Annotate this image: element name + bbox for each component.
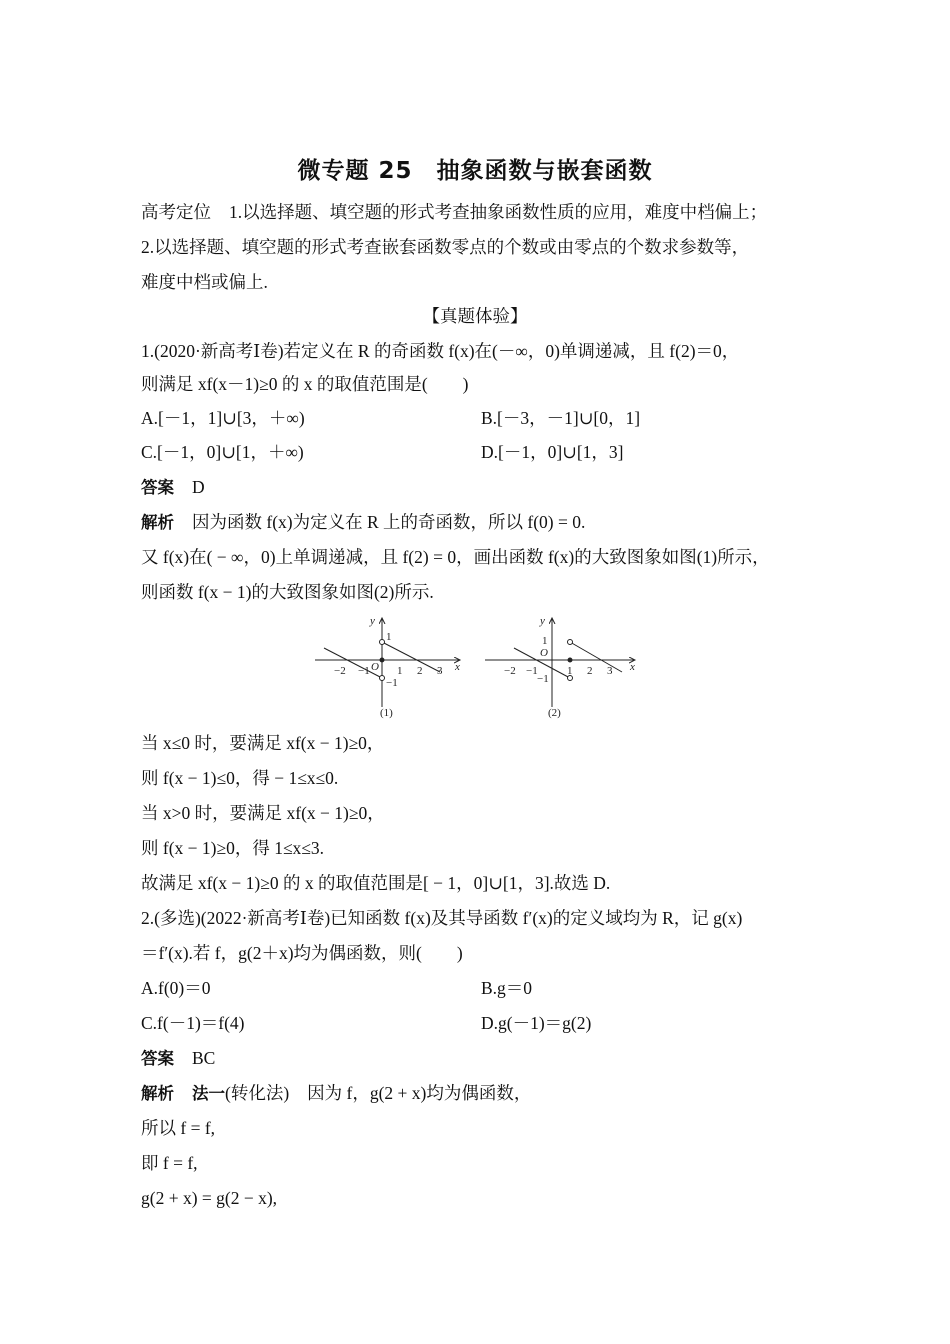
q1-step2: 则 f(x − 1)≤0，得 − 1≤x≤0. — [141, 768, 339, 788]
q2-analysis-text1: 因为 f，g(2 + x)均为偶函数， — [307, 1083, 532, 1103]
graph-1-origin-dot — [380, 658, 384, 662]
q2-analysis-line1 — [141, 1081, 531, 1106]
graph-2-open-point-top — [568, 640, 573, 645]
q2-answer-line — [141, 1046, 215, 1071]
section-heading: 【真题体验】 — [422, 306, 528, 326]
graph-1-curve-right — [382, 642, 440, 672]
graph-2-y-label: y — [540, 615, 545, 627]
positioning-line1 — [141, 200, 767, 224]
q2-option-d: D.g(－1)＝g(2) — [481, 1013, 592, 1033]
graph-1-y-pos: 1 — [386, 631, 392, 643]
graph-2-origin-label: O — [540, 647, 548, 659]
q2-analysis-line2: 所以 f = f, — [141, 1118, 216, 1138]
q1-option-a: A.[－1，1]∪[3，＋∞) — [141, 408, 305, 428]
q1-step3: 当 x>0 时，要满足 xf(x − 1)≥0， — [141, 803, 385, 823]
q1-option-b: B.[－3，－1]∪[0，1] — [481, 408, 641, 428]
q2-analysis-line4: g(2 + x) = g(2 − x), — [141, 1188, 278, 1208]
q2-stem-line1: 2.(多选)(2022·新高考Ⅰ卷)已知函数 f(x)及其导函数 f′(x)的定义域均为 R，记 g(x) — [141, 908, 743, 928]
graph-1-tick-1: 1 — [397, 665, 403, 677]
graph-2-tick-m1: −1 — [526, 665, 538, 677]
q1-step5: 故满足 xf(x − 1)≥0 的 x 的取值范围是[ − 1，0]∪[1，3].故选 D. — [141, 873, 611, 893]
q1-analysis-line3: 则函数 f(x − 1)的大致图象如图(2)所示. — [141, 582, 434, 602]
positioning-text1: 1.以选择题、填空题的形式考查抽象函数性质的应用，难度中档偏上； — [229, 202, 768, 222]
graph-1-tick-m1: −1 — [358, 665, 370, 677]
q2-method: 法一 — [192, 1084, 225, 1103]
q1-option-c: C.[－1，0]∪[1，＋∞) — [141, 442, 304, 462]
q1-analysis-line2: 又 f(x)在( − ∞，0)上单调递减，且 f(2) = 0，画出函数 f(x)的大致图象如图(1)所示， — [141, 547, 770, 567]
graph-2-tick-2: 2 — [587, 665, 593, 677]
q1-answer-label: 答案 — [141, 478, 174, 497]
graph-1-x-label: x — [455, 661, 460, 673]
q2-method-note: (转化法) — [225, 1083, 290, 1103]
positioning-line3: 难度中档或偏上. — [141, 272, 268, 292]
graph-2 — [485, 618, 635, 707]
graph-2-filled-point — [568, 658, 572, 662]
q1-analysis-label: 解析 — [141, 513, 174, 532]
q1-analysis-line1 — [141, 510, 585, 535]
q1-analysis-text1: 因为函数 f(x)为定义在 R 上的奇函数，所以 f(0) = 0. — [192, 512, 586, 532]
positioning-line2: 2.以选择题、填空题的形式考查嵌套函数零点的个数或由零点的个数求参数等， — [141, 237, 750, 257]
q1-step1: 当 x≤0 时，要满足 xf(x − 1)≥0， — [141, 733, 385, 753]
q2-stem-line2: ＝f′(x).若 f，g(2＋x)均为偶函数，则( ) — [141, 943, 463, 963]
positioning-label: 高考定位 — [141, 202, 211, 222]
graph-2-tick-3: 3 — [607, 665, 613, 677]
graph-2-curve-right — [570, 642, 622, 672]
function-graphs-figure — [300, 612, 650, 722]
graph-1-origin-label: O — [371, 661, 379, 673]
page-title: 微专题 25 抽象函数与嵌套函数 — [297, 158, 653, 184]
q2-analysis-label: 解析 — [141, 1084, 174, 1103]
q2-option-c: C.f(－1)＝f(4) — [141, 1013, 245, 1033]
graph-1-open-point-top — [380, 640, 385, 645]
graph-1-caption: (1) — [380, 707, 393, 719]
q1-stem-line1: 1.(2020·新高考Ⅰ卷)若定义在 R 的奇函数 f(x)在(－∞，0)单调递减，且 f(2)＝0， — [141, 341, 740, 361]
q1-step4: 则 f(x − 1)≥0，得 1≤x≤3. — [141, 838, 325, 858]
q1-answer-line — [141, 475, 205, 500]
graph-2-tick-m2: −2 — [504, 665, 516, 677]
graph-1-tick-m2: −2 — [334, 665, 346, 677]
graph-2-x-label: x — [630, 661, 635, 673]
graph-1-tick-2: 2 — [417, 665, 423, 677]
q2-answer-label: 答案 — [141, 1049, 174, 1068]
q1-option-d: D.[－1，0]∪[1，3] — [481, 442, 624, 462]
q1-stem-line2: 则满足 xf(x－1)≥0 的 x 的取值范围是( ) — [141, 374, 469, 394]
q2-answer: BC — [192, 1048, 216, 1068]
graph-1-y-label: y — [370, 615, 375, 627]
graph-2-tick-1: 1 — [567, 665, 573, 677]
graph-1-open-point-bottom — [380, 676, 385, 681]
q2-analysis-line3: 即 f = f, — [141, 1153, 198, 1173]
graph-2-y-neg: −1 — [537, 673, 549, 685]
q2-option-b: B.g＝0 — [481, 978, 533, 998]
graph-2-y-pos: 1 — [542, 635, 548, 647]
q1-answer: D — [192, 477, 205, 497]
graph-1-y-neg: −1 — [386, 677, 398, 689]
graph-1-tick-3: 3 — [437, 665, 443, 677]
q2-option-a: A.f(0)＝0 — [141, 978, 211, 998]
graph-2-caption: (2) — [548, 707, 561, 719]
